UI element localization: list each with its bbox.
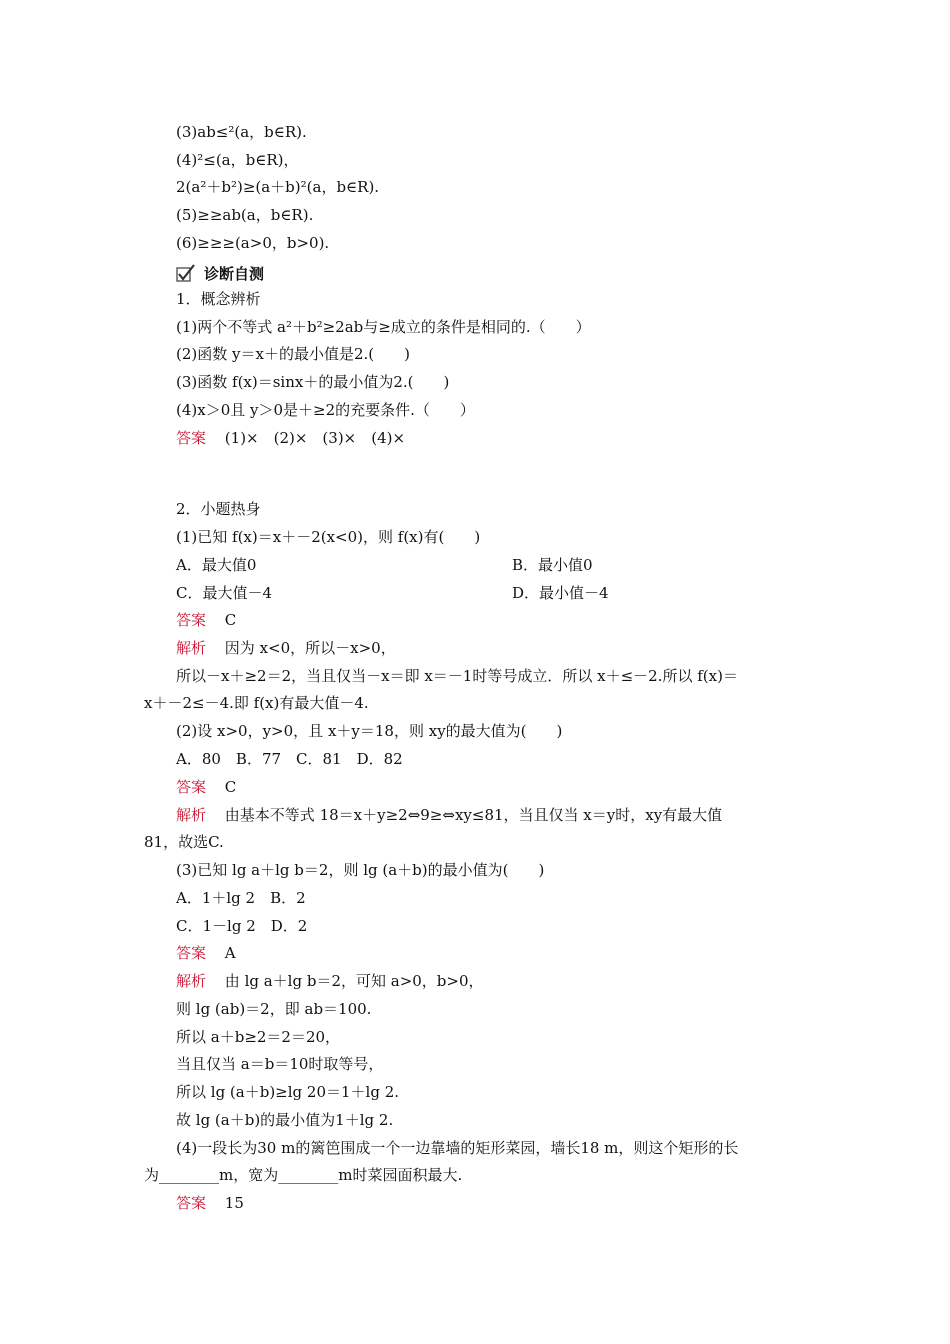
question-1-4: (4)x＞0且 y＞0是＋≥2的充要条件.（ ） bbox=[176, 401, 475, 419]
problem-1-option-a: A．最大值0 bbox=[176, 556, 257, 574]
answer-text: 15 bbox=[224, 1194, 244, 1212]
problem-3-solution-line3: 所以 a＋b≥2＝2＝20， bbox=[176, 1028, 341, 1046]
answer-label: 答案 bbox=[176, 1194, 207, 1212]
problem-2-solution-line2: 81，故选C. bbox=[144, 833, 224, 851]
solution-label: 解析 bbox=[176, 639, 207, 657]
problem-2-answer bbox=[176, 777, 236, 797]
problem-3-answer bbox=[176, 943, 236, 963]
checkbox-check-icon bbox=[176, 264, 196, 282]
problem-3-solution bbox=[176, 971, 484, 991]
problem-1-solution bbox=[176, 638, 396, 658]
problem-1-option-d: D．最小值－4 bbox=[512, 584, 609, 602]
answer-text: C bbox=[224, 611, 237, 629]
diagnosis-title: 诊断自测 bbox=[204, 265, 265, 283]
problem-2-solution bbox=[176, 805, 722, 825]
answer-text: (1)× (2)× (3)× (4)× bbox=[224, 429, 406, 447]
problem-4-question-line2: 为________m，宽为________m时菜园面积最大. bbox=[144, 1166, 463, 1184]
solution-label: 解析 bbox=[176, 972, 207, 990]
question-1-2: (2)函数 y＝x＋的最小值是2.( ) bbox=[176, 345, 410, 363]
problem-3-question: (3)已知 lg a＋lg b＝2，则 lg (a＋b)的最小值为( ) bbox=[176, 861, 545, 879]
problem-3-options-cd: C．1－lg 2 D．2 bbox=[176, 917, 308, 935]
problem-3-solution-line6: 故 lg (a＋b)的最小值为1＋lg 2. bbox=[176, 1111, 394, 1129]
answer-label: 答案 bbox=[176, 611, 207, 629]
answer-1 bbox=[176, 428, 405, 448]
question-1-1: (1)两个不等式 a²＋b²≥2ab与≥成立的条件是相同的.（ ） bbox=[176, 318, 591, 336]
solution-label: 解析 bbox=[176, 806, 207, 824]
answer-text: C bbox=[224, 778, 237, 796]
problem-3-solution-line2: 则 lg (ab)＝2，即 ab＝100. bbox=[176, 1000, 372, 1018]
section2-title: 2．小题热身 bbox=[176, 500, 261, 518]
problem-2-question: (2)设 x>0，y>0，且 x＋y＝18，则 xy的最大值为( ) bbox=[176, 722, 563, 740]
answer-text: A bbox=[224, 944, 236, 962]
answer-label: 答案 bbox=[176, 944, 207, 962]
problem-1-option-c: C．最大值－4 bbox=[176, 584, 273, 602]
solution-text: 由基本不等式 18＝x＋y≥2⇔9≥⇔xy≤81，当且仅当 x＝y时，xy有最大值 bbox=[224, 806, 723, 824]
answer-label: 答案 bbox=[176, 778, 207, 796]
formula-4b: 2(a²＋b²)≥(a＋b)²(a，b∈R). bbox=[176, 178, 380, 196]
problem-1-solution-line2: 所以－x＋≥2＝2，当且仅当－x＝即 x＝－1时等号成立．所以 x＋≤－2.所以 f(x)＝ bbox=[176, 667, 738, 685]
problem-1-solution-line3: x＋－2≤－4.即 f(x)有最大值－4. bbox=[144, 694, 369, 712]
problem-2-options: A．80 B．77 C．81 D．82 bbox=[176, 750, 403, 768]
solution-text: 因为 x<0，所以－x>0， bbox=[224, 639, 396, 657]
formula-6: (6)≥≥≥(a>0，b>0). bbox=[176, 234, 330, 252]
problem-3-solution-line5: 所以 lg (a＋b)≥lg 20＝1＋lg 2. bbox=[176, 1083, 400, 1101]
problem-1-answer bbox=[176, 610, 236, 630]
formula-3: (3)ab≤²(a，b∈R). bbox=[176, 123, 307, 141]
solution-text: 由 lg a＋lg b＝2，可知 a>0，b>0， bbox=[224, 972, 484, 990]
question-1-3: (3)函数 f(x)＝sinx＋的最小值为2.( ) bbox=[176, 373, 450, 391]
problem-3-solution-line4: 当且仅当 a＝b＝10时取等号， bbox=[176, 1055, 384, 1073]
problem-4-question: (4)一段长为30 m的篱笆围成一个一边靠墙的矩形菜园，墙长18 m，则这个矩形的长 bbox=[176, 1139, 739, 1157]
formula-4: (4)²≤(a，b∈R)， bbox=[176, 151, 299, 169]
problem-1-question: (1)已知 f(x)＝x＋－2(x<0)，则 f(x)有( ) bbox=[176, 528, 481, 546]
answer-label: 答案 bbox=[176, 429, 207, 447]
formula-5: (5)≥≥ab(a，b∈R). bbox=[176, 206, 314, 224]
problem-1-option-b: B．最小值0 bbox=[512, 556, 593, 574]
problem-3-options-ab: A．1＋lg 2 B．2 bbox=[176, 889, 306, 907]
section1-title: 1．概念辨析 bbox=[176, 290, 261, 308]
problem-4-answer bbox=[176, 1193, 244, 1213]
